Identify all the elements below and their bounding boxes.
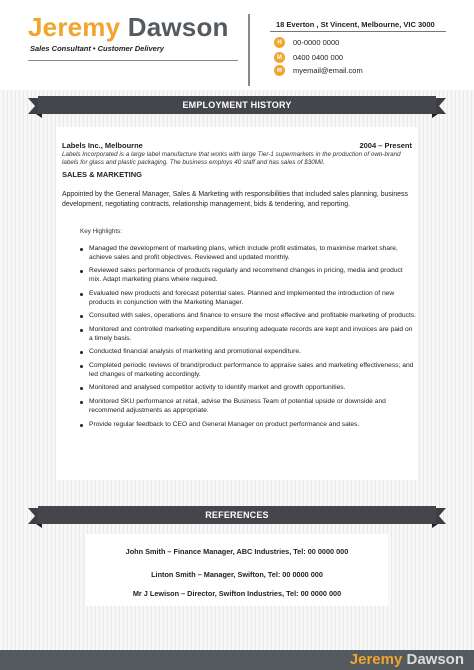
list-item: [80, 245, 416, 262]
employment-history-title: EMPLOYMENT HISTORY: [182, 100, 292, 110]
reference-item: Mr J Lewison – Director, Swifton Industries, Tel: 00 0000 000: [132, 589, 342, 598]
contact-home-phone: [274, 37, 339, 48]
mobile-phone-icon: M: [274, 52, 285, 63]
job-dates: 2004 – Present: [359, 141, 412, 150]
highlight-text: Consulted with sales, operations and finance to ensure the most effective and profitable marketing of products.: [89, 312, 417, 320]
last-name: Dawson: [127, 12, 229, 42]
bullet-icon: [80, 424, 83, 427]
footer-bar: [0, 650, 474, 670]
list-item: [80, 362, 416, 379]
highlight-text: Monitored and analysed competitor activity to identify market and growth opportunities.: [89, 384, 346, 392]
highlight-text: Completed periodic reviews of brand/product performance to appraise sales and marketing effectiveness; and led changes of marketing accordingly.: [89, 362, 414, 378]
list-item: [80, 348, 416, 357]
list-item: [80, 398, 416, 415]
bullet-icon: [80, 315, 83, 318]
candidate-name: [28, 12, 229, 43]
footer-name: [350, 651, 464, 668]
company-name: Labels Inc., Melbourne: [62, 141, 143, 150]
home-phone-number: 00-0000 0000: [293, 38, 340, 47]
email-address[interactable]: myemail@email.com: [293, 66, 363, 75]
reference-item: Linton Smith – Manager, Swifton, Tel: 00 0000 000: [151, 570, 323, 579]
list-item: [80, 267, 416, 284]
list-item: [80, 326, 416, 343]
highlight-text: Evaluated new products and forecast potential sales. Planned and implemented the introduction of new products in conjunction with the Marketing Manager.: [89, 289, 395, 306]
address-divider: [270, 31, 446, 32]
references-ribbon: [28, 506, 446, 528]
resume-header: [0, 0, 474, 90]
bullet-icon: [80, 270, 83, 273]
key-highlights-label: Key Highlights:: [80, 228, 122, 235]
footer-first-name: Jeremy: [349, 651, 403, 668]
highlight-text: Monitored SKU performance at retail, advise the Business Team of potential upside or downside and recommend adjustments as appropriate.: [89, 398, 386, 414]
contact-email: [274, 65, 363, 76]
section-heading: SALES & MARKETING: [62, 170, 143, 179]
contact-mobile-phone: [274, 52, 343, 63]
address: 18 Everton , St Vincent, Melbourne, VIC 3000: [276, 20, 435, 29]
bullet-icon: [80, 248, 83, 251]
highlight-text: Reviewed sales performance of products regularly and recommend changes in pricing, media and product mix. Adapt marketing plans where required.: [89, 267, 403, 284]
bullet-icon: [80, 293, 83, 296]
list-item: [80, 290, 416, 307]
company-description: Labels Incorporated is a large label manufacture that works with large Tier-1 supermarkets in the production of own-brand labels for glass and plastic packaging. The business employs 40 staff and has sales of $30Mil.: [62, 151, 401, 167]
bullet-icon: [80, 387, 83, 390]
highlight-text: Provide regular feedback to CEO and General Manager on product performance and sales.: [89, 420, 360, 428]
list-item: [80, 421, 416, 430]
reference-item: John Smith – Finance Manager, ABC Industries, Tel: 00 0000 000: [125, 547, 349, 556]
highlight-text: Conducted financial analysis of marketing and promotional expenditure.: [89, 348, 301, 356]
email-icon: ✉: [274, 65, 285, 76]
highlight-text: Monitored and controlled marketing expenditure ensuring adequate records are kept and invoices are paid on a timely basis.: [89, 325, 413, 342]
highlight-text: Managed the development of marketing plans, which include profit estimates, to maximise market share, achieve sales and profit objectives. Reviewed and updated monthly.: [89, 245, 398, 261]
home-phone-icon: H: [274, 37, 285, 48]
name-divider: [28, 60, 238, 61]
footer-last-name: Dawson: [406, 651, 464, 668]
bullet-icon: [80, 365, 83, 368]
bullet-icon: [80, 351, 83, 354]
employment-history-ribbon: [28, 96, 446, 118]
bullet-icon: [80, 401, 83, 404]
list-item: [80, 312, 416, 321]
references-title: REFERENCES: [205, 510, 269, 520]
mobile-phone-number: 0400 0400 000: [293, 53, 344, 62]
first-name: Jeremy: [28, 12, 121, 42]
role-summary: Appointed by the General Manager, Sales & Marketing with responsibilities that included sales planning, business development, negotiating contracts, relationship management, bids & tendering, and reporting.: [62, 191, 408, 208]
bullet-icon: [80, 329, 83, 332]
vertical-divider: [248, 14, 250, 86]
job-tagline: Sales Consultant • Customer Delivery: [30, 44, 164, 53]
list-item: [80, 384, 416, 393]
key-highlights-list: [80, 245, 416, 434]
